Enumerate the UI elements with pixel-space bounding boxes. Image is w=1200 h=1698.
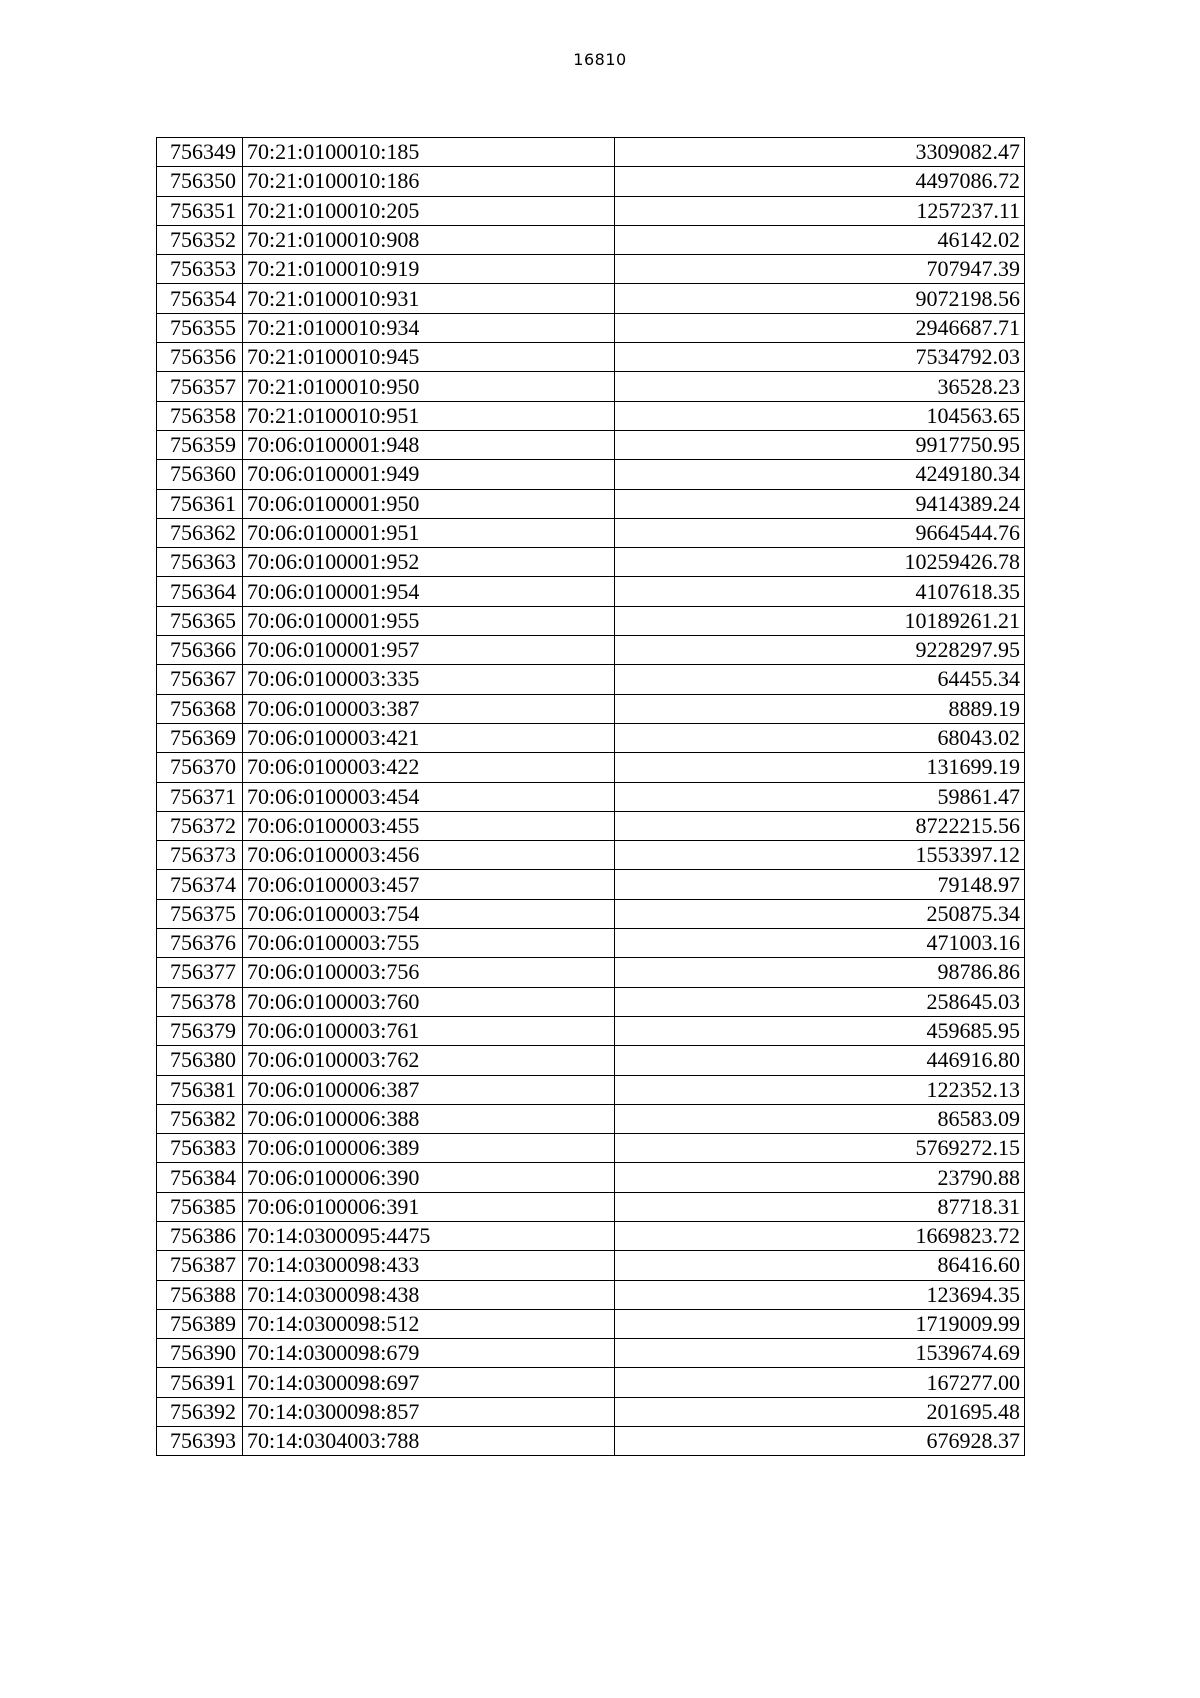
cadastral-value-cell: 9664544.76 <box>615 518 1025 547</box>
row-number-cell: 756359 <box>157 430 243 459</box>
table-row <box>157 284 1025 313</box>
row-number-cell: 756360 <box>157 460 243 489</box>
cadastral-number-cell: 70:06:0100003:755 <box>243 929 615 958</box>
table-row <box>157 548 1025 577</box>
row-number-cell: 756388 <box>157 1280 243 1309</box>
cadastral-number-cell: 70:06:0100003:762 <box>243 1046 615 1075</box>
row-number-cell: 756391 <box>157 1368 243 1397</box>
cadastral-number-cell: 70:06:0100001:952 <box>243 548 615 577</box>
cadastral-number-cell: 70:06:0100001:948 <box>243 430 615 459</box>
cadastral-number-cell: 70:06:0100006:388 <box>243 1104 615 1133</box>
cadastral-value-cell: 86416.60 <box>615 1251 1025 1280</box>
cadastral-value-cell: 122352.13 <box>615 1075 1025 1104</box>
row-number-cell: 756372 <box>157 811 243 840</box>
table-row <box>157 1016 1025 1045</box>
cadastral-value-cell: 3309082.47 <box>615 138 1025 167</box>
cadastral-value-cell: 9917750.95 <box>615 430 1025 459</box>
table-row <box>157 606 1025 635</box>
cadastral-value-cell: 64455.34 <box>615 665 1025 694</box>
cadastral-number-cell: 70:06:0100006:391 <box>243 1192 615 1221</box>
table-row <box>157 489 1025 518</box>
table-row <box>157 1046 1025 1075</box>
row-number-cell: 756381 <box>157 1075 243 1104</box>
row-number-cell: 756357 <box>157 372 243 401</box>
table-row <box>157 255 1025 284</box>
cadastral-value-cell: 446916.80 <box>615 1046 1025 1075</box>
table-row <box>157 1309 1025 1338</box>
row-number-cell: 756366 <box>157 636 243 665</box>
cadastral-number-cell: 70:06:0100003:455 <box>243 811 615 840</box>
table-row <box>157 430 1025 459</box>
row-number-cell: 756380 <box>157 1046 243 1075</box>
cadastral-value-cell: 459685.95 <box>615 1016 1025 1045</box>
table-row <box>157 723 1025 752</box>
row-number-cell: 756390 <box>157 1339 243 1368</box>
cadastral-value-cell: 10259426.78 <box>615 548 1025 577</box>
cadastral-value-cell: 201695.48 <box>615 1397 1025 1426</box>
cadastral-value-cell: 59861.47 <box>615 782 1025 811</box>
row-number-cell: 756393 <box>157 1427 243 1456</box>
table-row <box>157 343 1025 372</box>
row-number-cell: 756377 <box>157 958 243 987</box>
cadastral-value-cell: 104563.65 <box>615 401 1025 430</box>
row-number-cell: 756389 <box>157 1309 243 1338</box>
table-row <box>157 196 1025 225</box>
cadastral-value-cell: 46142.02 <box>615 225 1025 254</box>
cadastral-value-cell: 68043.02 <box>615 723 1025 752</box>
cadastral-number-cell: 70:06:0100003:457 <box>243 870 615 899</box>
row-number-cell: 756353 <box>157 255 243 284</box>
cadastral-value-cell: 1539674.69 <box>615 1339 1025 1368</box>
table-row <box>157 1427 1025 1456</box>
table-row <box>157 753 1025 782</box>
cadastral-number-cell: 70:21:0100010:908 <box>243 225 615 254</box>
cadastral-value-cell: 167277.00 <box>615 1368 1025 1397</box>
table-row <box>157 372 1025 401</box>
table-row <box>157 1075 1025 1104</box>
cadastral-number-cell: 70:06:0100001:949 <box>243 460 615 489</box>
row-number-cell: 756355 <box>157 313 243 342</box>
cadastral-number-cell: 70:06:0100003:456 <box>243 841 615 870</box>
table-row <box>157 987 1025 1016</box>
table-row <box>157 1339 1025 1368</box>
cadastral-number-cell: 70:14:0300098:857 <box>243 1397 615 1426</box>
cadastral-number-cell: 70:21:0100010:919 <box>243 255 615 284</box>
table-row <box>157 899 1025 928</box>
cadastral-number-cell: 70:14:0300098:438 <box>243 1280 615 1309</box>
table-row <box>157 401 1025 430</box>
table-row <box>157 1221 1025 1250</box>
cadastral-number-cell: 70:14:0300098:697 <box>243 1368 615 1397</box>
cadastral-number-cell: 70:21:0100010:205 <box>243 196 615 225</box>
table-row <box>157 811 1025 840</box>
cadastral-value-cell: 23790.88 <box>615 1163 1025 1192</box>
row-number-cell: 756364 <box>157 577 243 606</box>
cadastral-number-cell: 70:06:0100003:454 <box>243 782 615 811</box>
cadastral-value-cell: 10189261.21 <box>615 606 1025 635</box>
table-row <box>157 841 1025 870</box>
cadastral-value-cell: 9414389.24 <box>615 489 1025 518</box>
cadastral-value-table <box>156 137 1025 1456</box>
cadastral-value-cell: 4249180.34 <box>615 460 1025 489</box>
row-number-cell: 756387 <box>157 1251 243 1280</box>
cadastral-value-cell: 7534792.03 <box>615 343 1025 372</box>
cadastral-number-cell: 70:21:0100010:951 <box>243 401 615 430</box>
cadastral-value-cell: 9072198.56 <box>615 284 1025 313</box>
cadastral-number-cell: 70:06:0100001:951 <box>243 518 615 547</box>
table-row <box>157 577 1025 606</box>
cadastral-number-cell: 70:06:0100003:761 <box>243 1016 615 1045</box>
cadastral-number-cell: 70:21:0100010:185 <box>243 138 615 167</box>
row-number-cell: 756383 <box>157 1134 243 1163</box>
table-row <box>157 167 1025 196</box>
row-number-cell: 756369 <box>157 723 243 752</box>
cadastral-value-cell: 131699.19 <box>615 753 1025 782</box>
cadastral-value-cell: 4107618.35 <box>615 577 1025 606</box>
row-number-cell: 756361 <box>157 489 243 518</box>
cadastral-number-cell: 70:14:0300098:679 <box>243 1339 615 1368</box>
cadastral-number-cell: 70:21:0100010:186 <box>243 167 615 196</box>
row-number-cell: 756358 <box>157 401 243 430</box>
cadastral-value-cell: 258645.03 <box>615 987 1025 1016</box>
table-row <box>157 665 1025 694</box>
cadastral-number-cell: 70:14:0300095:4475 <box>243 1221 615 1250</box>
cadastral-value-cell: 5769272.15 <box>615 1134 1025 1163</box>
cadastral-number-cell: 70:06:0100003:422 <box>243 753 615 782</box>
row-number-cell: 756354 <box>157 284 243 313</box>
table-row <box>157 1134 1025 1163</box>
cadastral-number-cell: 70:14:0300098:512 <box>243 1309 615 1338</box>
cadastral-value-cell: 2946687.71 <box>615 313 1025 342</box>
cadastral-number-cell: 70:06:0100003:335 <box>243 665 615 694</box>
cadastral-number-cell: 70:06:0100006:387 <box>243 1075 615 1104</box>
cadastral-number-cell: 70:06:0100003:754 <box>243 899 615 928</box>
table-row <box>157 870 1025 899</box>
cadastral-number-cell: 70:06:0100001:950 <box>243 489 615 518</box>
cadastral-number-cell: 70:06:0100003:756 <box>243 958 615 987</box>
table-row <box>157 782 1025 811</box>
cadastral-value-cell: 86583.09 <box>615 1104 1025 1133</box>
cadastral-number-cell: 70:21:0100010:934 <box>243 313 615 342</box>
cadastral-value-cell: 4497086.72 <box>615 167 1025 196</box>
row-number-cell: 756382 <box>157 1104 243 1133</box>
cadastral-number-cell: 70:06:0100006:389 <box>243 1134 615 1163</box>
row-number-cell: 756379 <box>157 1016 243 1045</box>
cadastral-number-cell: 70:06:0100001:957 <box>243 636 615 665</box>
table-row <box>157 313 1025 342</box>
cadastral-value-cell: 676928.37 <box>615 1427 1025 1456</box>
table-row <box>157 1104 1025 1133</box>
table-row <box>157 518 1025 547</box>
row-number-cell: 756365 <box>157 606 243 635</box>
cadastral-number-cell: 70:06:0100006:390 <box>243 1163 615 1192</box>
cadastral-value-cell: 1719009.99 <box>615 1309 1025 1338</box>
cadastral-value-cell: 250875.34 <box>615 899 1025 928</box>
cadastral-value-cell: 79148.97 <box>615 870 1025 899</box>
row-number-cell: 756384 <box>157 1163 243 1192</box>
table-row <box>157 1163 1025 1192</box>
page-number: 16810 <box>573 50 627 69</box>
cadastral-value-cell: 1257237.11 <box>615 196 1025 225</box>
row-number-cell: 756352 <box>157 225 243 254</box>
cadastral-number-cell: 70:06:0100001:955 <box>243 606 615 635</box>
table-row <box>157 460 1025 489</box>
cadastral-value-cell: 1669823.72 <box>615 1221 1025 1250</box>
cadastral-number-cell: 70:06:0100001:954 <box>243 577 615 606</box>
row-number-cell: 756370 <box>157 753 243 782</box>
cadastral-number-cell: 70:14:0300098:433 <box>243 1251 615 1280</box>
cadastral-value-cell: 1553397.12 <box>615 841 1025 870</box>
cadastral-value-cell: 471003.16 <box>615 929 1025 958</box>
table-row <box>157 1251 1025 1280</box>
row-number-cell: 756349 <box>157 138 243 167</box>
table-row <box>157 1192 1025 1221</box>
row-number-cell: 756378 <box>157 987 243 1016</box>
row-number-cell: 756386 <box>157 1221 243 1250</box>
row-number-cell: 756363 <box>157 548 243 577</box>
cadastral-number-cell: 70:21:0100010:931 <box>243 284 615 313</box>
table-row <box>157 929 1025 958</box>
cadastral-value-cell: 8722215.56 <box>615 811 1025 840</box>
row-number-cell: 756362 <box>157 518 243 547</box>
row-number-cell: 756392 <box>157 1397 243 1426</box>
table-row <box>157 636 1025 665</box>
cadastral-number-cell: 70:14:0304003:788 <box>243 1427 615 1456</box>
table-row <box>157 1368 1025 1397</box>
cadastral-value-cell: 9228297.95 <box>615 636 1025 665</box>
table-row <box>157 138 1025 167</box>
cadastral-number-cell: 70:06:0100003:421 <box>243 723 615 752</box>
cadastral-value-cell: 707947.39 <box>615 255 1025 284</box>
cadastral-value-cell: 8889.19 <box>615 694 1025 723</box>
row-number-cell: 756371 <box>157 782 243 811</box>
row-number-cell: 756373 <box>157 841 243 870</box>
cadastral-value-cell: 87718.31 <box>615 1192 1025 1221</box>
cadastral-number-cell: 70:21:0100010:950 <box>243 372 615 401</box>
cadastral-number-cell: 70:21:0100010:945 <box>243 343 615 372</box>
row-number-cell: 756375 <box>157 899 243 928</box>
row-number-cell: 756350 <box>157 167 243 196</box>
row-number-cell: 756368 <box>157 694 243 723</box>
cadastral-value-cell: 36528.23 <box>615 372 1025 401</box>
cadastral-number-cell: 70:06:0100003:760 <box>243 987 615 1016</box>
cadastral-value-cell: 123694.35 <box>615 1280 1025 1309</box>
row-number-cell: 756356 <box>157 343 243 372</box>
table-row <box>157 694 1025 723</box>
table-row <box>157 958 1025 987</box>
row-number-cell: 756374 <box>157 870 243 899</box>
table-row <box>157 1397 1025 1426</box>
row-number-cell: 756351 <box>157 196 243 225</box>
table-body <box>157 138 1025 1456</box>
row-number-cell: 756367 <box>157 665 243 694</box>
row-number-cell: 756376 <box>157 929 243 958</box>
row-number-cell: 756385 <box>157 1192 243 1221</box>
cadastral-value-cell: 98786.86 <box>615 958 1025 987</box>
cadastral-number-cell: 70:06:0100003:387 <box>243 694 615 723</box>
table-row <box>157 1280 1025 1309</box>
table-row <box>157 225 1025 254</box>
